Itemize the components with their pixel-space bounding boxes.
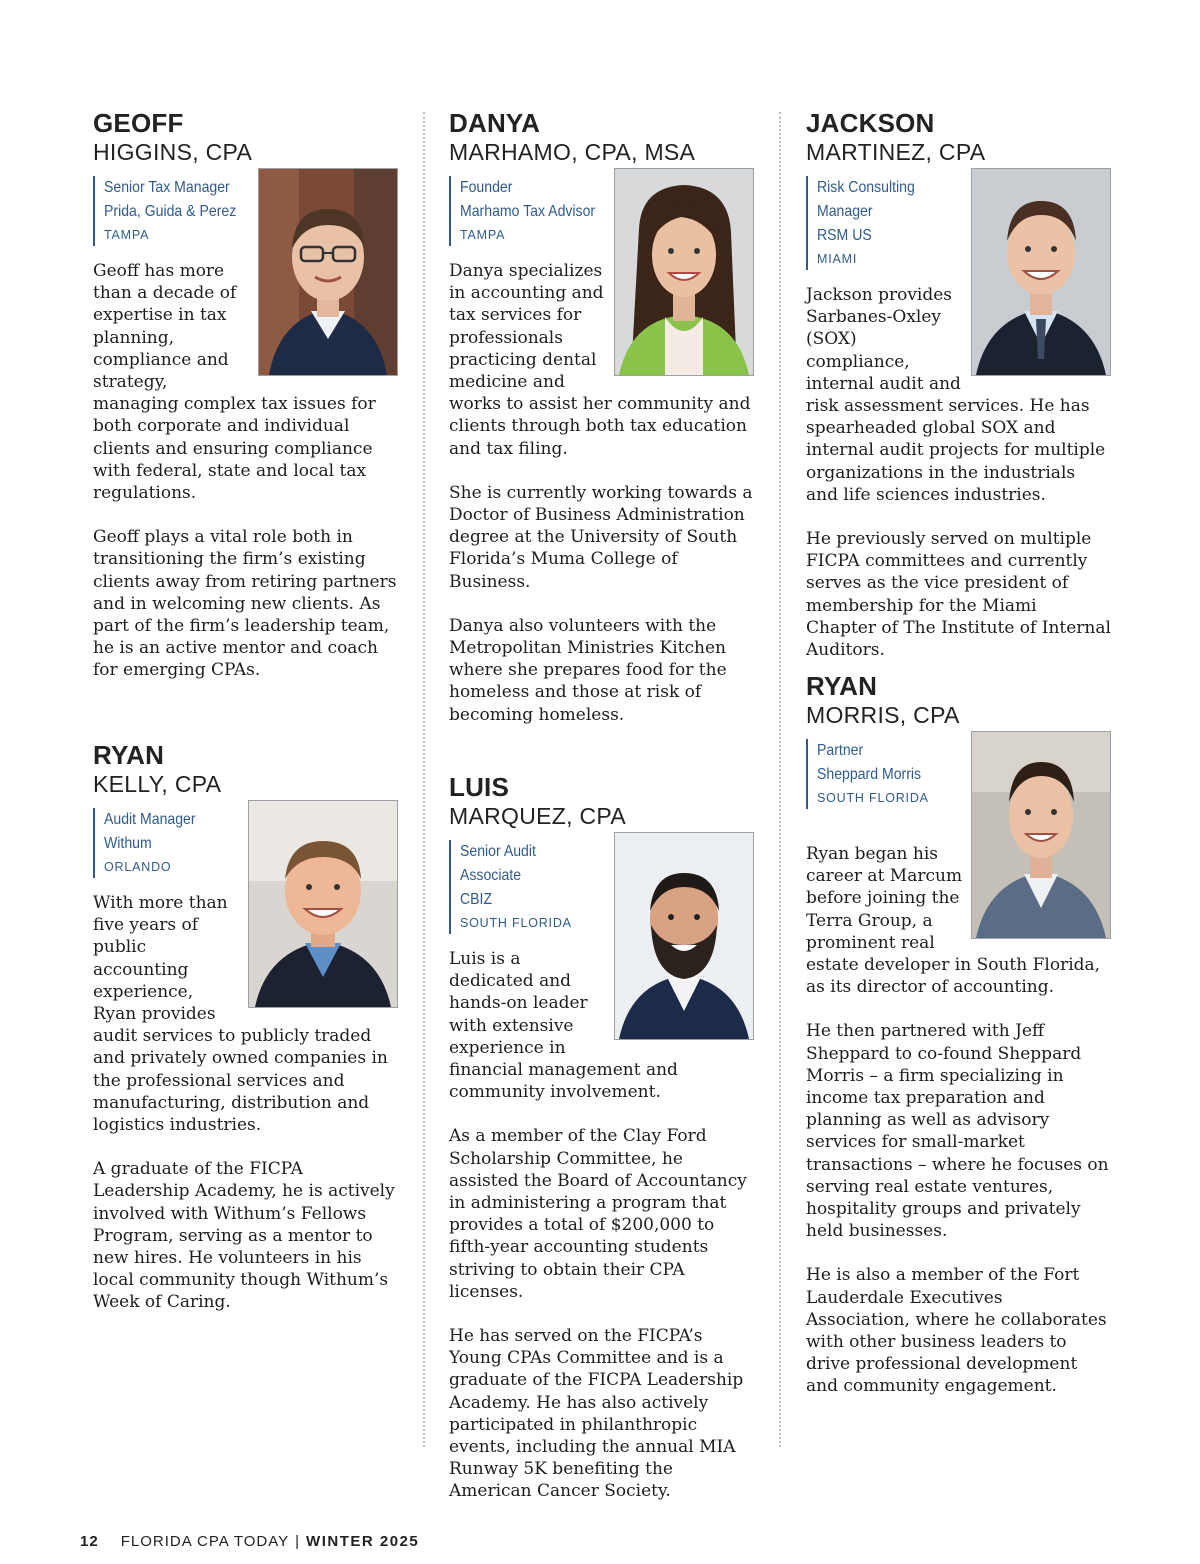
bio-paragraph: Danya also volunteers with the Metropolitan Ministries Kitchen where she prepares food for the homeless and those at risk of becoming homeless. <box>449 615 727 725</box>
job-title: Risk Consulting <box>817 179 915 196</box>
headshot-photo <box>258 168 398 376</box>
profile-ryan-kelly <box>93 740 398 1336</box>
role-block <box>806 739 962 809</box>
last-name-credentials: MARQUEZ, CPA <box>449 803 626 829</box>
role-block <box>93 176 249 246</box>
bio-paragraph: Ryan began his career at Marcum before joining the Terra Group, a prominent real estate developer in South Florida, as its director of accounting. <box>806 844 1101 998</box>
footer-separator: | <box>295 1533 301 1550</box>
last-name-credentials: MARTINEZ, CPA <box>806 139 986 165</box>
first-name: LUIS <box>449 772 510 802</box>
company-name: RSM US <box>817 227 872 244</box>
first-name: GEOFF <box>93 108 184 138</box>
first-name: DANYA <box>449 108 541 138</box>
bio-paragraph: Jackson provides Sarbanes-Oxley (SOX) compliance, internal audit and risk assessment services. He has spearheaded global SOX and internal audit projects for multiple organizations in the industrials and life sciences industries. <box>806 285 1106 505</box>
column-divider <box>779 112 781 1447</box>
bio-paragraph: She is currently working towards a Doctor of Business Administration degree at the University of South Florida’s Muma College of Business. <box>449 482 753 592</box>
role-block <box>806 176 962 270</box>
city-label: TAMPA <box>104 228 150 242</box>
bio-paragraph: He previously served on multiple FICPA committees and currently serves as the vice president of membership for the Miami Chapter of The Institute of Internal Auditors. <box>806 529 1111 661</box>
job-title: Partner <box>817 742 864 759</box>
city-label: SOUTH FLORIDA <box>817 791 929 805</box>
profile-jackson-martinez <box>806 108 1111 683</box>
city-label: SOUTH FLORIDA <box>460 916 572 930</box>
role-block <box>449 176 605 246</box>
company-name: Prida, Guida & Perez <box>104 203 237 220</box>
company-name: CBIZ <box>460 891 493 908</box>
job-title: Audit Manager <box>104 811 196 828</box>
city-label: MIAMI <box>817 252 858 266</box>
job-title-continued: Associate <box>460 867 522 884</box>
issue-label: WINTER 2025 <box>306 1533 420 1550</box>
first-name: RYAN <box>93 740 165 770</box>
column-divider <box>423 112 425 1447</box>
page-number: 12 <box>80 1533 99 1550</box>
headshot-photo <box>614 832 754 1040</box>
headshot-photo <box>248 800 398 1008</box>
headshot-photo <box>971 168 1111 376</box>
bio-paragraph: Geoff has more than a decade of expertise in tax planning, compliance and strategy, managing complex tax issues for both corporate and individual clients and ensuring compliance with federal, state and local tax regulations. <box>93 261 376 504</box>
profile-luis-marquez <box>449 772 754 1525</box>
job-title-continued: Manager <box>817 203 873 220</box>
page-footer <box>80 1533 419 1550</box>
bio-paragraph: He then partnered with Jeff Sheppard to co-found Sheppard Morris – a firm specializing in income tax preparation and planning as well as advisory services for small-market transactions – where he focuses on serving real estate ventures, hospitality groups and privately held businesses. <box>806 1021 1109 1242</box>
profile-danya-marhamo <box>449 108 754 748</box>
headshot-photo <box>971 731 1111 939</box>
publication-name: FLORIDA CPA TODAY <box>120 1533 290 1550</box>
role-block <box>93 808 249 878</box>
last-name-credentials: KELLY, CPA <box>93 771 222 797</box>
profile-ryan-morris <box>806 671 1111 1420</box>
first-name: JACKSON <box>806 108 935 138</box>
role-block <box>449 840 605 934</box>
bio-paragraph: As a member of the Clay Ford Scholarship Committee, he assisted the Board of Accountancy in administering a program that provides a total of $200,000 to fifth-year accounting students striving to obtain their CPA licenses. <box>449 1126 747 1302</box>
bio-paragraph: A graduate of the FICPA Leadership Academy, he is actively involved with Withum’s Fellows Program, serving as a mentor to new hires. He volunteers in his local community though Withum’s Week of Caring. <box>93 1159 395 1313</box>
city-label: ORLANDO <box>104 860 172 874</box>
job-title: Senior Tax Manager <box>104 179 230 196</box>
city-label: TAMPA <box>460 228 506 242</box>
bio-paragraph: Danya specializes in accounting and tax services for professionals practicing dental medicine and works to assist her community and clients through both tax education and tax filing. <box>449 261 751 459</box>
company-name: Sheppard Morris <box>817 766 922 783</box>
last-name-credentials: MARHAMO, CPA, MSA <box>449 139 696 165</box>
company-name: Withum <box>104 835 152 852</box>
profile-geoff-higgins <box>93 108 398 704</box>
job-title: Senior Audit <box>460 843 536 860</box>
company-name: Marhamo Tax Advisor <box>460 203 596 220</box>
headshot-photo <box>614 168 754 376</box>
bio-paragraph: He is also a member of the Fort Lauderdale Executives Association, where he collaborates with other business leaders to drive professional development and community engagement. <box>806 1265 1107 1397</box>
bio-paragraph: He has served on the FICPA’s Young CPAs Committee and is a graduate of the FICPA Leadership Academy. He has also actively participated in philanthropic events, including the annual MIA Runway 5K benefiting the American Cancer Society. <box>449 1326 744 1502</box>
last-name-credentials: HIGGINS, CPA <box>93 139 253 165</box>
bio-paragraph: With more than five years of public accounting experience, Ryan provides audit services to publicly traded and privately owned companies in the professional services and manufacturing, distribution and logistics industries. <box>93 893 388 1136</box>
last-name-credentials: MORRIS, CPA <box>806 702 960 728</box>
bio-paragraph: Geoff plays a vital role both in transitioning the firm’s existing clients away from retiring partners and in welcoming new clients. As part of the firm’s leadership team, he is an active mentor and coach for emerging CPAs. <box>93 527 397 681</box>
job-title: Founder <box>460 179 513 196</box>
first-name: RYAN <box>806 671 878 701</box>
bio-paragraph: Luis is a dedicated and hands-on leader with extensive experience in financial management and community involvement. <box>449 949 678 1103</box>
